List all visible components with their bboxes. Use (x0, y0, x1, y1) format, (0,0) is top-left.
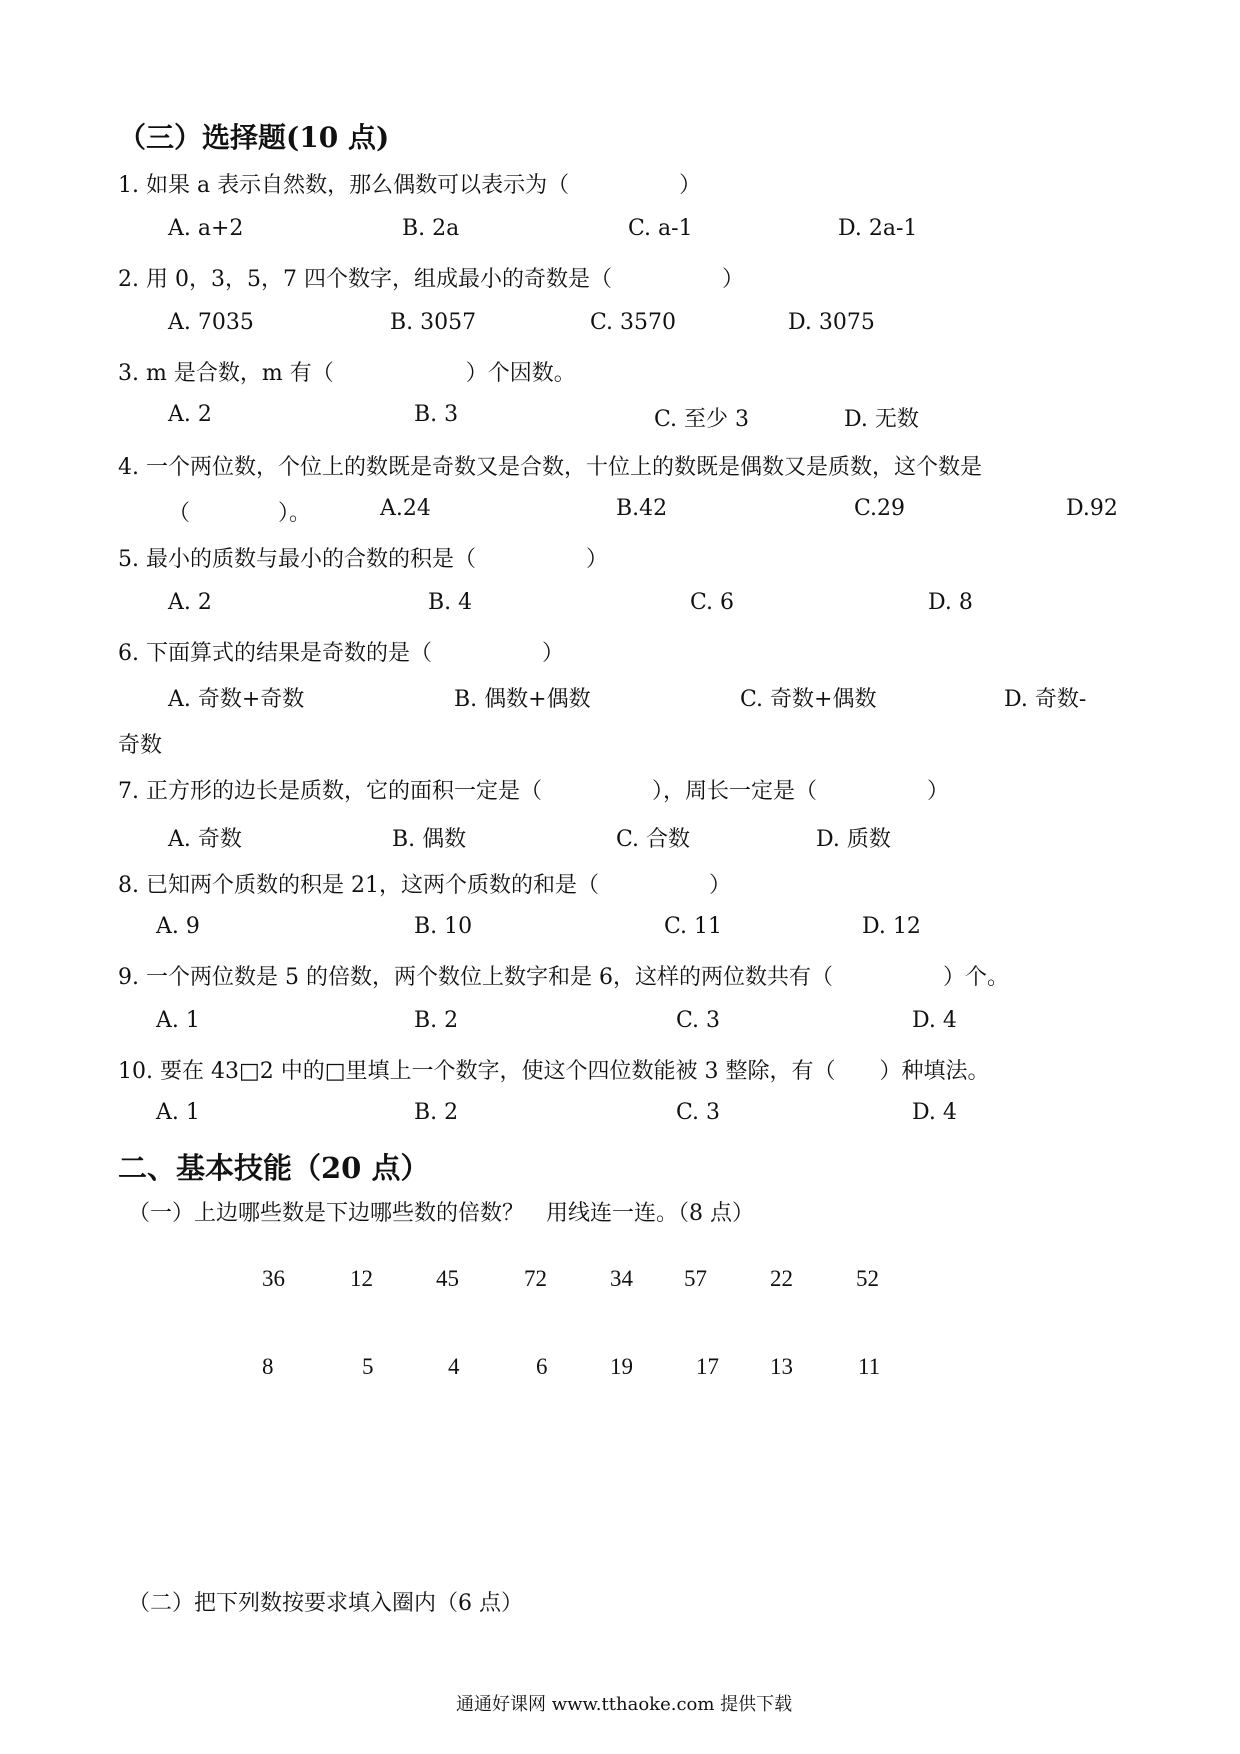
q6-option-d-wrap: 奇数 (118, 733, 163, 758)
question-4: 4. 一个两位数，个位上的数既是奇数又是合数，十位上的数既是偶数又是质数，这个数是 (118, 455, 982, 480)
q2-option-a: A. 7035 (168, 310, 254, 335)
q4-option-b: B.42 (616, 496, 668, 521)
top-number: 22 (770, 1266, 793, 1291)
q6-option-b: B. 偶数+偶数 (454, 687, 591, 712)
top-number: 12 (350, 1266, 373, 1291)
bottom-number: 11 (858, 1354, 881, 1379)
q1-option-b: B. 2a (402, 216, 460, 241)
bottom-number: 19 (610, 1354, 633, 1379)
q2-option-d: D. 3075 (788, 310, 875, 335)
q3-option-d: D. 无数 (844, 407, 919, 432)
top-number: 57 (684, 1266, 707, 1291)
q5-option-c: C. 6 (690, 590, 735, 615)
q7-option-a: A. 奇数 (168, 827, 242, 852)
bottom-number: 17 (696, 1354, 719, 1379)
top-number: 36 (262, 1266, 285, 1291)
question-8: 8. 已知两个质数的积是 21，这两个质数的和是（ ） (118, 873, 731, 898)
q3-option-c: C. 至少 3 (654, 407, 750, 432)
q9-option-d: D. 4 (912, 1008, 957, 1033)
bottom-number: 6 (536, 1354, 548, 1379)
q8-option-d: D. 12 (862, 914, 921, 939)
q5-option-a: A. 2 (168, 590, 212, 615)
q5-option-b: B. 4 (428, 590, 473, 615)
q4-option-c: C.29 (854, 496, 906, 521)
section-title: （三）选择题(10 点) (118, 121, 390, 154)
q7-option-d: D. 质数 (816, 827, 891, 852)
section-basic-skills-title: 二、基本技能（20 点） (118, 1151, 430, 1185)
bottom-number: 13 (770, 1354, 793, 1379)
question-6: 6. 下面算式的结果是奇数的是（ ） (118, 641, 564, 666)
q6-option-a: A. 奇数+奇数 (168, 687, 305, 712)
question-5: 5. 最小的质数与最小的合数的积是（ ） (118, 547, 608, 572)
q6-option-c: C. 奇数+偶数 (740, 687, 877, 712)
q8-option-b: B. 10 (414, 914, 473, 939)
bottom-number: 8 (262, 1354, 274, 1379)
page-footer: 通通好课网 www.tthaoke.com 提供下载 (456, 1694, 793, 1715)
question-9: 9. 一个两位数是 5 的倍数，两个数位上数字和是 6，这样的两位数共有（ ）个。 (118, 965, 1009, 990)
q3-option-a: A. 2 (168, 402, 212, 427)
top-number: 34 (610, 1266, 633, 1291)
q1-option-c: C. a-1 (628, 216, 693, 241)
q10-option-c: C. 3 (676, 1100, 721, 1125)
subsection-1-title: （一）上边哪些数是下边哪些数的倍数？ 用线连一连。（8 点） (128, 1201, 754, 1226)
q1-option-a: A. a+2 (168, 216, 244, 241)
q9-option-c: C. 3 (676, 1008, 721, 1033)
q5-option-d: D. 8 (928, 590, 973, 615)
q4-option-a: A.24 (380, 496, 431, 521)
bottom-number: 4 (448, 1354, 460, 1379)
q6-option-d: D. 奇数- (1004, 687, 1087, 712)
q7-option-c: C. 合数 (616, 827, 691, 852)
q2-option-c: C. 3570 (590, 310, 677, 335)
subsection-2-title: （二）把下列数按要求填入圈内（6 点） (128, 1591, 523, 1616)
top-number: 52 (856, 1266, 879, 1291)
q10-option-d: D. 4 (912, 1100, 957, 1125)
q10-option-a: A. 1 (156, 1100, 200, 1125)
question-4-blank: （ ）。 (168, 501, 312, 526)
question-2: 2. 用 0，3，5，7 四个数字，组成最小的奇数是（ ） (118, 267, 744, 292)
q2-option-b: B. 3057 (390, 310, 477, 335)
q7-option-b: B. 偶数 (392, 827, 467, 852)
q9-option-b: B. 2 (414, 1008, 459, 1033)
top-number: 72 (524, 1266, 547, 1291)
bottom-number: 5 (362, 1354, 374, 1379)
q8-option-c: C. 11 (664, 914, 723, 939)
question-10: 10. 要在 43□2 中的□里填上一个数字，使这个四位数能被 3 整除，有（ ）种填法。 (118, 1059, 990, 1084)
question-3: 3. m 是合数，m 有（ ）个因数。 (118, 361, 576, 386)
q8-option-a: A. 9 (156, 914, 200, 939)
top-number: 45 (436, 1266, 459, 1291)
q9-option-a: A. 1 (156, 1008, 200, 1033)
question-1: 1. 如果 a 表示自然数，那么偶数可以表示为（ ） (118, 173, 702, 198)
q1-option-d: D. 2a-1 (838, 216, 918, 241)
q10-option-b: B. 2 (414, 1100, 459, 1125)
q4-option-d: D.92 (1066, 496, 1118, 521)
q3-option-b: B. 3 (414, 402, 459, 427)
question-7: 7. 正方形的边长是质数，它的面积一定是（ ），周长一定是（ ） (118, 779, 949, 804)
